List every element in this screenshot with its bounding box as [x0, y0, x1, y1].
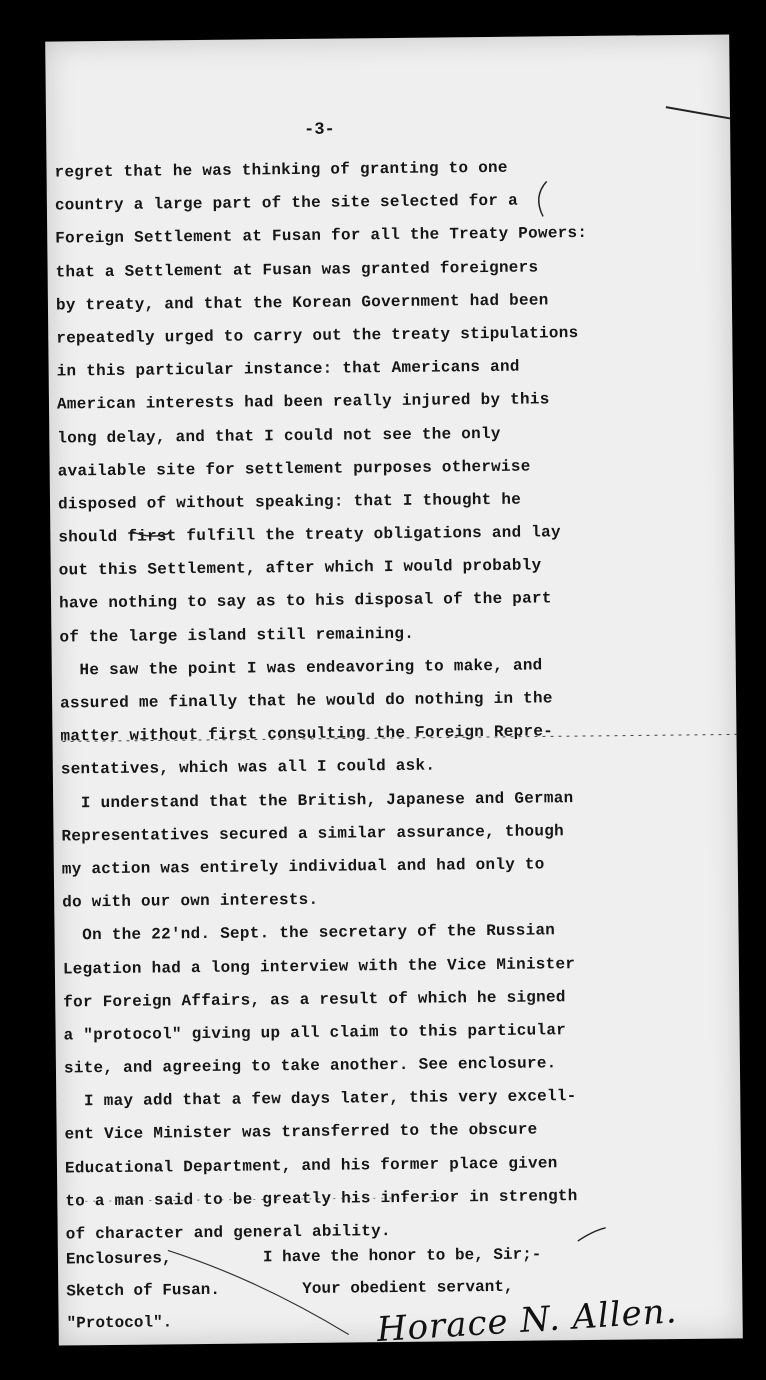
text-line: He saw the point I was endeavoring to make, and [59, 656, 543, 680]
text-line: available site for settlement purposes otherwise [57, 457, 531, 481]
text-line: by treaty, and that the Korean Government had been [55, 291, 549, 315]
handwritten-signature: Horace N. Allen. [375, 1291, 679, 1351]
pencil-marks [45, 34, 743, 1345]
text-line: ent Vice Minister was transferred to the obscure [64, 1120, 538, 1144]
text-line: site, and agreeing to take another. See enclosure. [63, 1054, 557, 1078]
text-line: have nothing to say as to his disposal of the part [58, 589, 552, 613]
enclosure-item: "Protocol". [66, 1313, 173, 1333]
text-line: assured me finally that he would do nothing in the [60, 689, 553, 713]
text-line: for Foreign Affairs, as a result of which he signed [63, 987, 566, 1012]
text-line: should first fulfill the treaty obligations and lay [58, 523, 561, 547]
text-line: American interests had been really injured by this [56, 390, 550, 414]
text-line: matter without first consulting the Foreign Repre- [60, 722, 554, 746]
text-line: On the 22'nd. Sept. the secretary of the Russian [62, 921, 556, 945]
text-line: my action was entirely individual and had only to [61, 855, 545, 879]
text-line: Legation had a long interview with the Vice Minister [62, 954, 576, 978]
text-line: sentatives, which was all I could ask. [60, 756, 436, 779]
text-line: do with our own interests. [62, 890, 319, 912]
text-line: a "protocol" giving up all claim to this particular [63, 1021, 567, 1045]
text-line: of character and general ability. [65, 1222, 391, 1244]
text-line: I may add that a few days later, this very excell- [64, 1087, 577, 1111]
text-line: out this Settlement, after which I would probably [58, 556, 542, 580]
enclosure-item: Sketch of Fusan. [66, 1280, 220, 1301]
text-line: I understand that the British, Japanese and German [61, 788, 574, 813]
text-line: in this particular instance: that Americans and [56, 357, 520, 381]
text-line: Foreign Settlement at Fusan for all the Treaty Powers: [55, 224, 588, 248]
text-line: regret that he was thinking of granting to one [54, 158, 508, 182]
text-line: Representatives secured a similar assurance, though [61, 821, 565, 846]
page-number: -3- [304, 120, 335, 140]
text-line: of the large island still remaining. [59, 624, 415, 647]
text-line: to a man said to be greatly his inferior in strength [65, 1186, 578, 1211]
text-line: disposed of without speaking: that I thought he [57, 490, 522, 514]
text-line: long delay, and that I could not see the only [57, 424, 501, 448]
enclosures-label: Enclosures, [65, 1249, 172, 1269]
document-page [45, 34, 743, 1351]
text-line: that a Settlement at Fusan was granted foreigners [55, 258, 539, 282]
closing-salutation: I have the honor to be, Sir;- [262, 1245, 542, 1267]
text-line: Educational Department, and his former place given [64, 1153, 558, 1178]
text-line: repeatedly urged to carry out the treaty stipulations [56, 323, 579, 348]
text-line: country a large part of the site selected for a [54, 191, 519, 215]
closing-servant: Your obedient servant, [302, 1277, 514, 1298]
